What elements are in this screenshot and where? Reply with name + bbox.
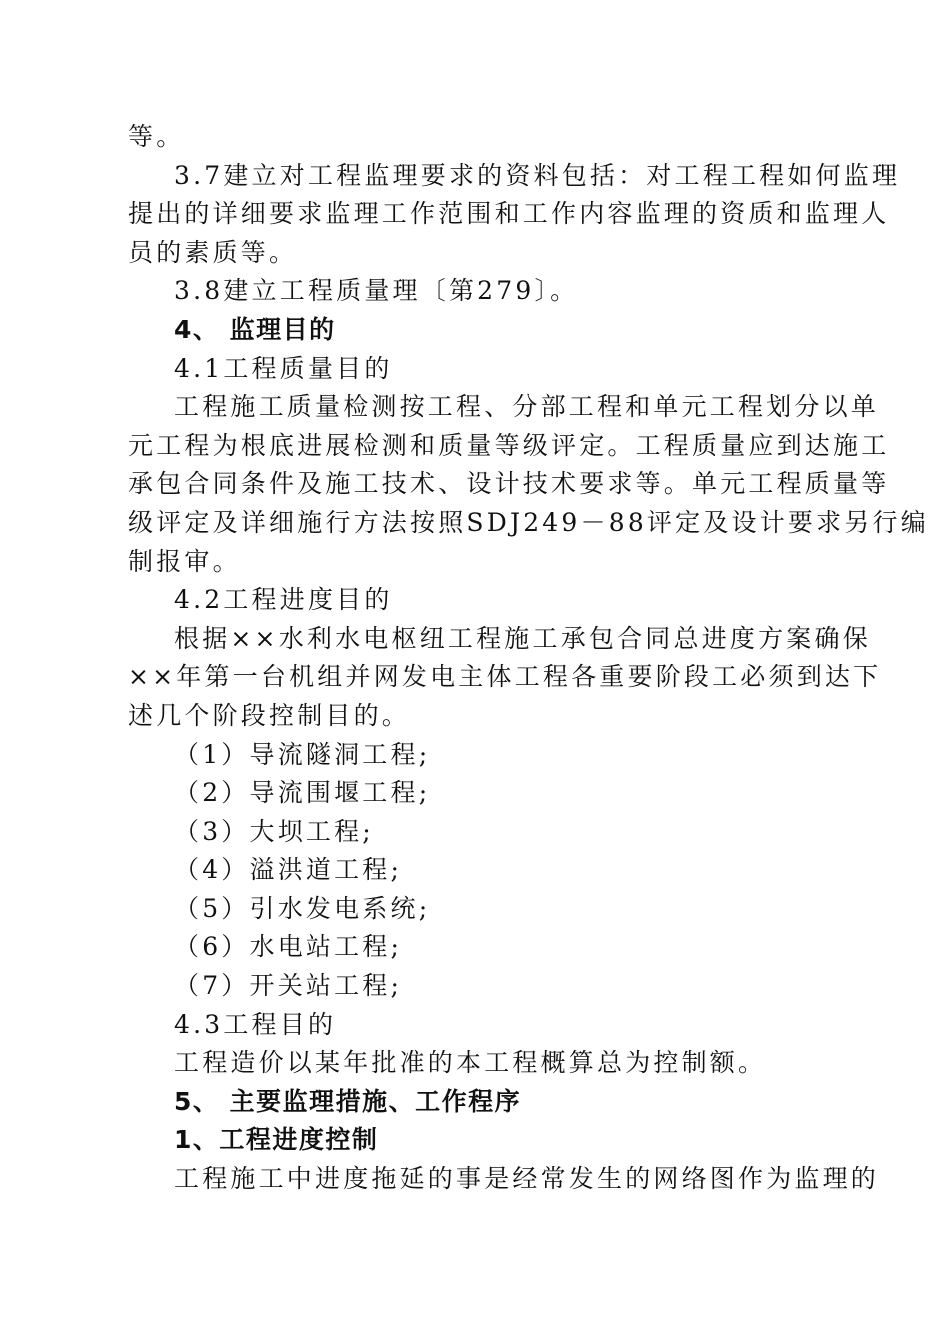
list-item: （2）导流围堰工程;	[174, 778, 431, 808]
list-item: （4）溢洪道工程;	[174, 855, 403, 885]
text-line: 工程造价以某年批准的本工程概算总为控制额。	[174, 1048, 767, 1078]
text-line: 承包合同条件及施工技术、设计技术要求等。单元工程质量等	[128, 469, 890, 499]
text-line: ××年第一台机组并网发电主体工程各重要阶段工必须到达下	[128, 662, 882, 692]
text-line: 根据××水利水电枢纽工程施工承包合同总进度方案确保	[174, 623, 871, 653]
list-item: （5）引水发电系统;	[174, 893, 431, 923]
list-item: （1）导流隧洞工程;	[174, 739, 431, 769]
text-line: 3.7建立对工程监理要求的资料包括：对工程工程如何监理	[174, 160, 901, 190]
subsection-title: 4.3工程目的	[174, 1009, 337, 1039]
text-line: 工程施工中进度拖延的事是经常发生的网络图作为监理的	[174, 1164, 880, 1194]
text-line: 提出的详细要求监理工作范围和工作内容监理的资质和监理人	[128, 199, 890, 229]
subsection-heading: 1、工程进度控制	[174, 1125, 379, 1155]
text-line: 级评定及详细施行方法按照SDJ249－88评定及设计要求另行编	[128, 507, 929, 537]
subsection-title: 4.2工程进度目的	[174, 585, 393, 615]
section-heading: 4、 监理目的	[174, 314, 336, 344]
text-line: 述几个阶段控制目的。	[128, 700, 411, 730]
list-item: （7）开关站工程;	[174, 971, 403, 1001]
section-heading: 5、 主要监理措施、工作程序	[174, 1086, 522, 1116]
text-line: 3.8建立工程质量理〔第279〕。	[174, 276, 579, 306]
document-body	[128, 118, 929, 1199]
text-line: 制报审。	[128, 546, 241, 576]
text-line: 员的素质等。	[128, 237, 298, 267]
list-item: （3）大坝工程;	[174, 816, 374, 846]
subsection-title: 4.1工程质量目的	[174, 353, 393, 383]
text-line: 等。	[128, 122, 185, 151]
list-item: （6）水电站工程;	[174, 932, 403, 962]
text-line: 元工程为根底进展检测和质量等级评定。工程质量应到达施工	[128, 430, 890, 460]
text-line: 工程施工质量检测按工程、分部工程和单元工程划分以单	[174, 392, 880, 422]
